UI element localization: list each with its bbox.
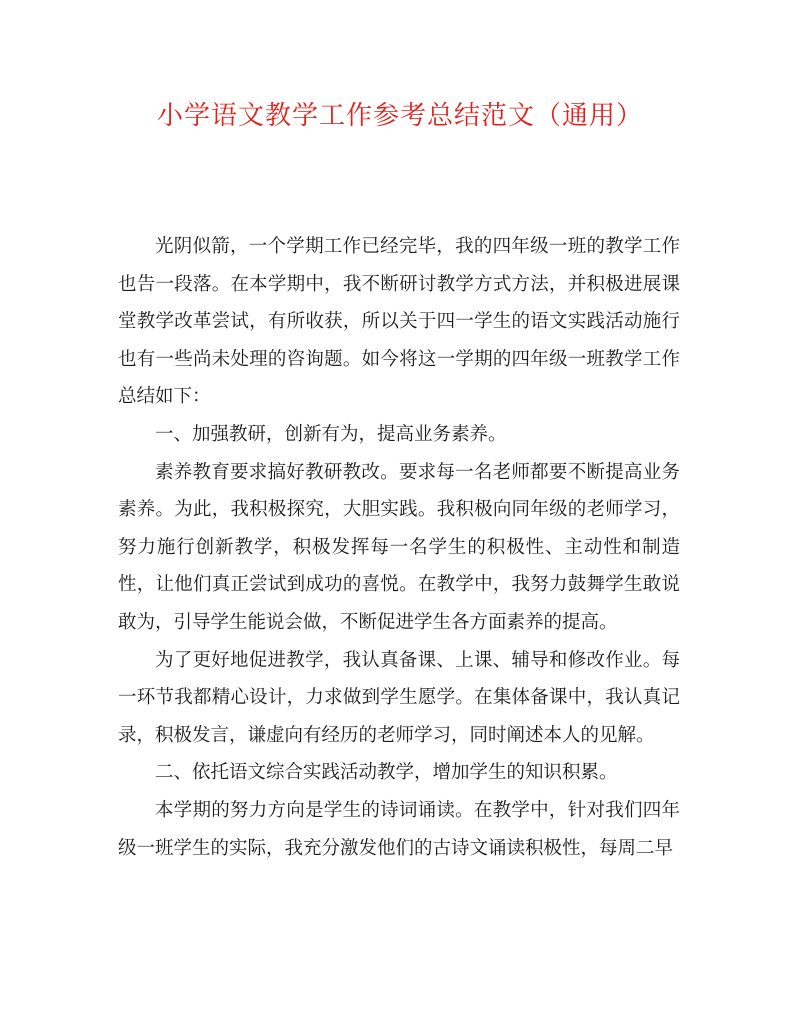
paragraph-intro: 光阴似箭，一个学期工作已经完毕，我的四年级一班的教学工作也告一段落。在本学期中，我不断研讨教学方式方法，并积极进展课堂教学改革尝试，有所收获，所以关于四一学生的语文实践活动施行也有一些尚未处理的咨询题。如今将这一学期的四年级一班教学工作总结如下： (118, 236, 680, 408)
paragraph-teaching-research: 素养教育要求搞好教研教改。要求每一名老师都要不断提高业务素养。为此，我积极探究，大胆实践。我积极向同年级的老师学习，努力施行创新教学，积极发挥每一名学生的积极性、主动性和制造性，让他们真正尝试到成功的喜悦。在教学中，我努力鼓舞学生敢说敢为，引导学生能说会做，不断促进学生各方面素养的提高。 (118, 461, 680, 633)
document-body (118, 228, 680, 867)
paragraph-poetry-reading: 本学期的努力方向是学生的诗词诵读。在教学中，针对我们四年级一班学生的实际，我充分激发他们的古诗文诵读积极性，每周二早 (118, 799, 680, 859)
section-heading-1: 一、加强教研，创新有为，提高业务素养。 (155, 423, 507, 445)
section-heading-2: 二、依托语文综合实践活动教学，增加学生的知识积累。 (155, 762, 618, 784)
paragraph-lesson-prep: 为了更好地促进教学，我认真备课、上课、辅导和修改作业。每一环节我都精心设计，力求做到学生愿学。在集体备课中，我认真记录，积极发言，谦虚向有经历的老师学习，同时阐述本人的见解。 (118, 649, 680, 746)
document-title: 小学语文教学工作参考总结范文（通用） (156, 101, 643, 131)
